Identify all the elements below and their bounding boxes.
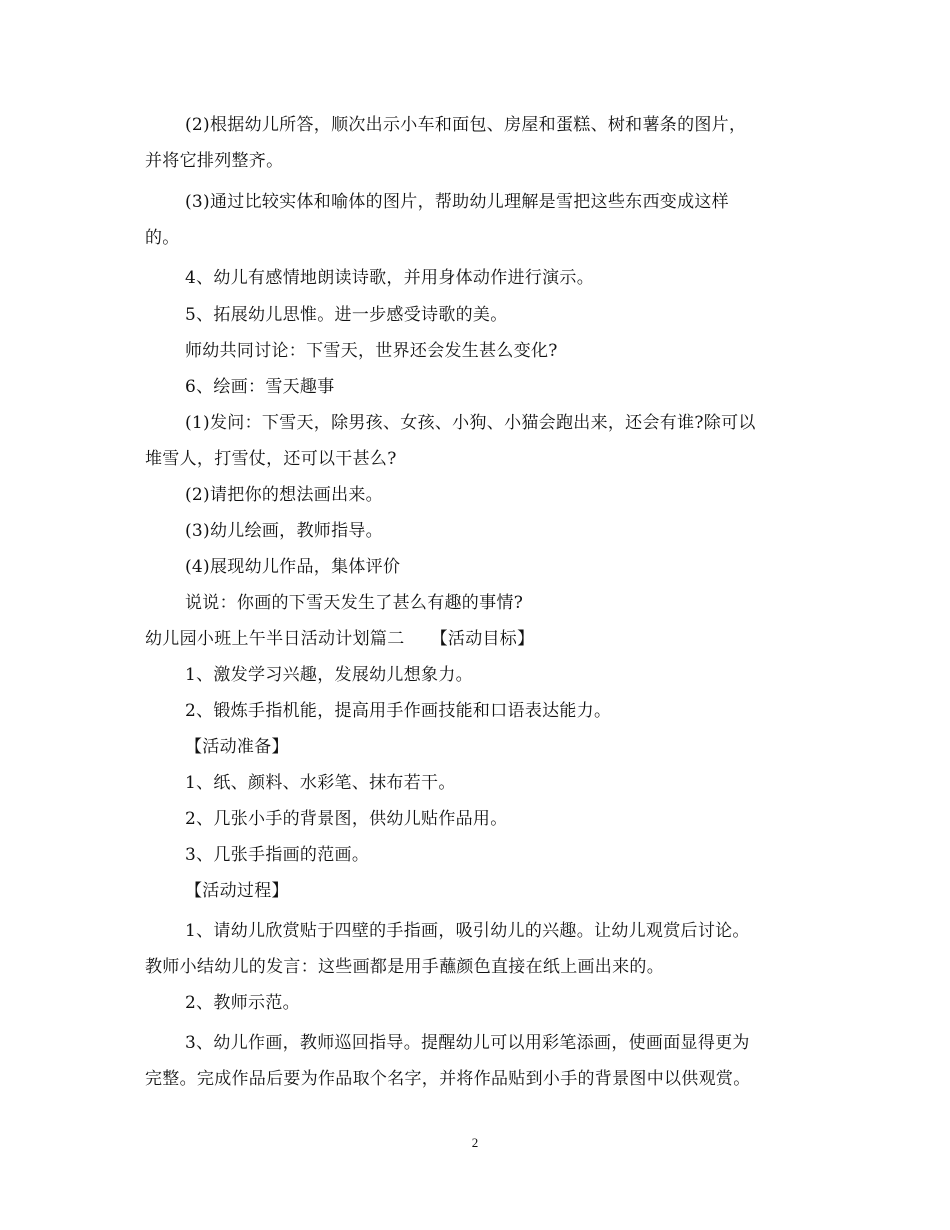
text-line: 2、锻炼手指机能，提高用手作画技能和口语表达能力。 xyxy=(185,701,612,721)
text-line: 的。 xyxy=(145,228,180,248)
text-line: (2)请把你的想法画出来。 xyxy=(185,485,383,505)
text-line: (2)根据幼儿所答，顺次出示小车和面包、房屋和蛋糕、树和薯条的图片， xyxy=(185,115,747,135)
text-line: 1、纸、颜料、水彩笔、抹布若干。 xyxy=(185,773,456,793)
text-line: 堆雪人，打雪仗，还可以干甚么? xyxy=(145,449,397,469)
text-line: (3)通过比较实体和喻体的图片，帮助幼儿理解是雪把这些东西变成这样 xyxy=(185,192,729,212)
text-line: (1)发问：下雪天，除男孩、女孩、小狗、小猫会跑出来，还会有谁?除可以 xyxy=(185,413,756,433)
text-line: 2、教师示范。 xyxy=(185,993,300,1013)
text-line: (4)展现幼儿作品，集体评价 xyxy=(185,557,401,577)
text-line: 3、幼儿作画，教师巡回指导。提醒幼儿可以用彩笔添画，使画面显得更为 xyxy=(185,1033,750,1053)
text-line: 6、绘画：雪天趣事 xyxy=(185,377,335,397)
text-line: 3、几张手指画的范画。 xyxy=(185,845,370,865)
page-number: 2 xyxy=(471,1135,479,1150)
text-line: 1、请幼儿欣赏贴于四壁的手指画，吸引幼儿的兴趣。让幼儿观赏后讨论。 xyxy=(185,921,750,941)
text-line: 2、几张小手的背景图，供幼儿贴作品用。 xyxy=(185,809,508,829)
section-heading: 【活动过程】 xyxy=(185,881,289,901)
text-line: 5、拓展幼儿思惟。进一步感受诗歌的美。 xyxy=(185,305,508,325)
text-line: 说说：你画的下雪天发生了甚么有趣的事情? xyxy=(185,593,524,613)
text-line: 1、激发学习兴趣，发展幼儿想象力。 xyxy=(185,665,473,685)
section-heading: 幼儿园小班上午半日活动计划篇二 【活动目标】 xyxy=(145,629,535,649)
text-line: 4、幼儿有感情地朗读诗歌，并用身体动作进行演示。 xyxy=(185,268,595,288)
text-line: 并将它排列整齐。 xyxy=(145,151,284,171)
text-line: 师幼共同讨论：下雪天，世界还会发生甚么变化? xyxy=(185,341,558,361)
text-line: 教师小结幼儿的发言：这些画都是用手蘸颜色直接在纸上画出来的。 xyxy=(145,957,664,977)
text-line: 完整。完成作品后要为作品取个名字，并将作品贴到小手的背景图中以供观赏。 xyxy=(145,1069,751,1089)
section-heading: 【活动准备】 xyxy=(185,737,289,757)
text-line: (3)幼儿绘画，教师指导。 xyxy=(185,521,383,541)
